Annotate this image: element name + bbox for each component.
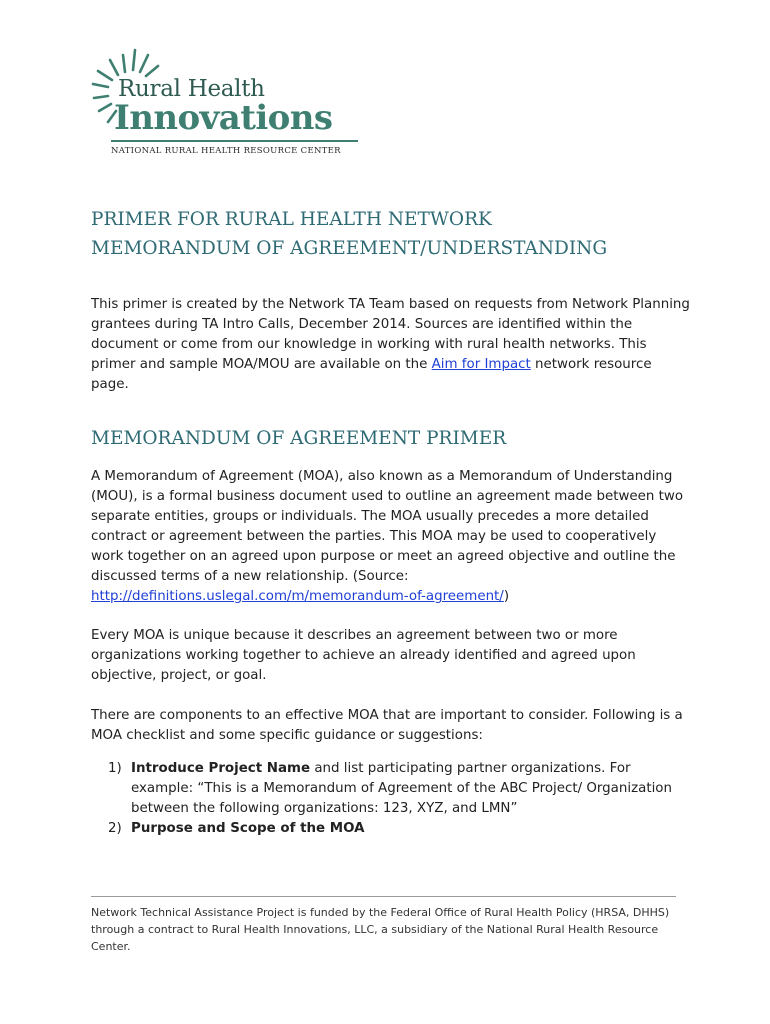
logo-text-rural-health: Rural Health	[118, 76, 265, 102]
checklist-item-title: Introduce Project Name	[131, 761, 311, 776]
section-heading: MEMORANDUM OF AGREEMENT PRIMER	[91, 428, 507, 449]
definition-paragraph	[91, 467, 691, 607]
definition-text-end: )	[503, 589, 510, 604]
moa-checklist	[91, 759, 691, 839]
logo-divider	[111, 140, 358, 142]
page-title	[91, 205, 607, 263]
aim-for-impact-link[interactable]: Aim for Impact	[431, 357, 531, 372]
logo	[90, 46, 365, 164]
logo-text-innovations: Innovations	[114, 98, 333, 138]
intro-text: This primer is created by the Network TA Team based on requests from Network Planning grantees during TA Intro Calls, December 2014. Sources are identified within the document or come from our knowledge in working with rural health networks. This primer and sample MOA/MOU are available on the	[91, 297, 690, 372]
intro-text-end: network resource page.	[91, 357, 652, 392]
unique-paragraph: Every MOA is unique because it describes an agreement between two or more organizations working together to achieve an already identified and agreed upon objective, project, or goal.	[91, 628, 636, 683]
components-paragraph: There are components to an effective MOA that are important to consider. Following is a MOA checklist and some specific guidance or suggestions:	[91, 708, 683, 743]
footer-divider	[91, 896, 676, 897]
checklist-item-title: Purpose and Scope of the MOA	[131, 821, 365, 836]
logo-tagline: NATIONAL RURAL HEALTH RESOURCE CENTER	[111, 146, 341, 156]
intro-paragraph	[91, 295, 691, 395]
footer-note: Network Technical Assistance Project is funded by the Federal Office of Rural Health Policy (HRSA, DHHS) through a contract to Rural Health Innovations, LLC, a subsidiary of the National Rural Health Resource Center.	[91, 906, 670, 953]
uslegal-source-link[interactable]: http://definitions.uslegal.com/m/memorandum-of-agreement/	[91, 589, 504, 604]
checklist-item-text: and list participating partner organizations. For example: “This is a Memorandum of Agreement of the ABC Project/ Organization between the following organizations: 123, XYZ, and LMN”	[131, 761, 672, 816]
checklist-item	[91, 819, 691, 839]
definition-text: A Memorandum of Agreement (MOA), also known as a Memorandum of Understanding (MOU), is a formal business document used to outline an agreement made between two separate entities, groups or individuals. The MOA usually precedes a more detailed contract or agreement between the parties. This MOA may be used to cooperatively work together on an agreed upon purpose or meet an agreed objective and outline the discussed terms of a new relationship. (Source:	[91, 469, 684, 584]
page-title-line1: PRIMER FOR RURAL HEALTH NETWORK	[91, 209, 492, 230]
page-title-line2: MEMORANDUM OF AGREEMENT/UNDERSTANDING	[91, 238, 608, 259]
checklist-item	[91, 759, 691, 819]
checklist-number: 2)	[108, 821, 122, 836]
checklist-number: 1)	[108, 761, 122, 776]
